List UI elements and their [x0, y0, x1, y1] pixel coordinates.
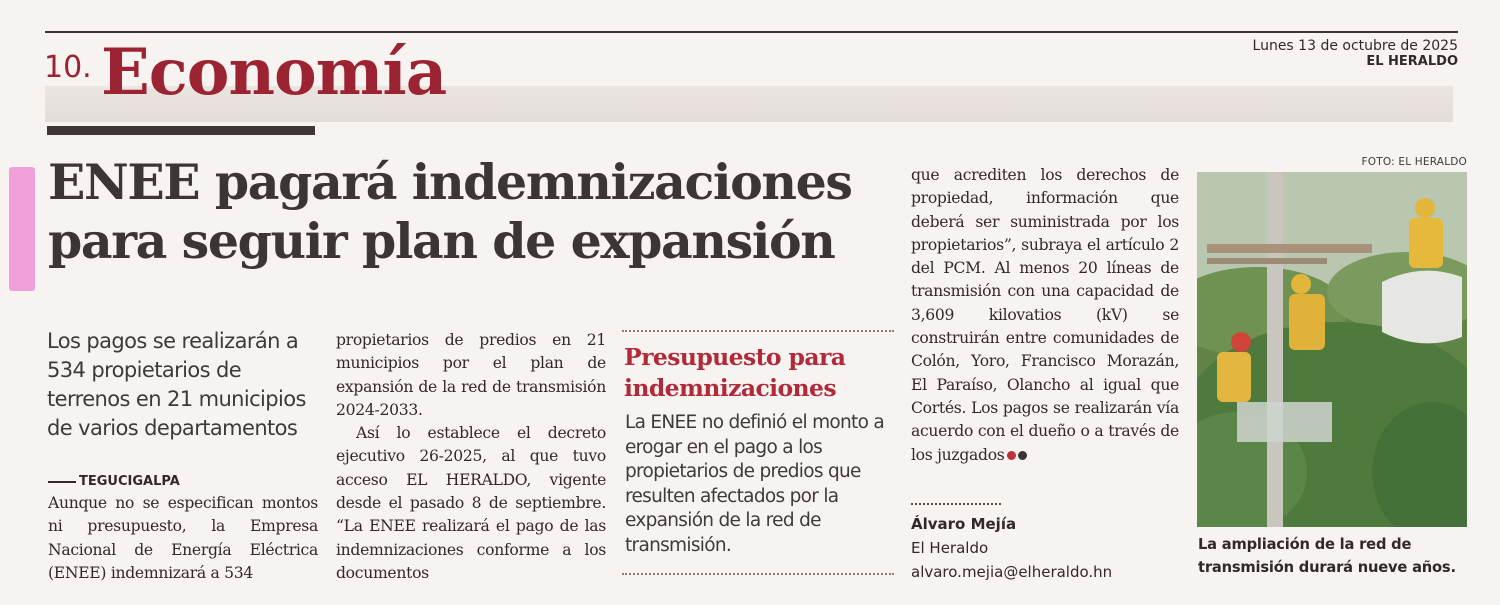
article-subhead: Los pagos se realizarán a 534 propietarios de terrenos en 21 municipios de varios departamentos [47, 329, 306, 440]
publication-name: EL HERALDO [1366, 54, 1458, 69]
body-paragraph: Aunque no se especifican montos ni presupuesto, la Empresa Nacional de Energía Eléctrica (ENEE) indemnizará a 534 [48, 494, 318, 582]
location-label: TEGUCIGALPA [79, 474, 180, 489]
section-rule [47, 126, 315, 135]
sidebar-title: Presupuesto para indemnizaciones [624, 343, 846, 402]
end-dot-red [1007, 451, 1016, 460]
photo-caption: La ampliación de la red de transmisión durará nueve años. [1198, 536, 1456, 576]
headline-line-2: para seguir plan de expansión [48, 212, 835, 270]
headline-line-1: ENEE pagará indemnizaciones [48, 153, 852, 211]
body-column-1 [48, 492, 318, 585]
author-block [911, 512, 1112, 584]
location-tag [48, 474, 180, 489]
author-email: alvaro.mejia@elheraldo.hn [911, 563, 1113, 581]
author-name: Álvaro Mejía [911, 515, 1017, 533]
body-paragraph: propietarios de predios en 21 municipios por el plan de expansión de la red de transmisión 2024-2033. [336, 331, 606, 419]
body-paragraph [911, 164, 1179, 467]
sidebar-top-rule [622, 330, 894, 332]
photo-illustration [1197, 172, 1467, 527]
top-rule [45, 31, 1458, 33]
article-photo [1197, 172, 1467, 527]
issue-date: Lunes 13 de octubre de 2025 [1252, 38, 1458, 54]
end-of-article-icon [1007, 451, 1027, 460]
photo-credit: FOTO: EL HERALDO [1361, 156, 1467, 168]
author-rule [911, 503, 1001, 505]
body-paragraph: Así lo establece el decreto ejecutivo 26-2025, al que tuvo acceso EL HERALDO, vigente desde el pasado 8 de septiembre. “La ENEE realizará el pago de las indemnizaciones conforme a los documentos [336, 424, 606, 582]
body-text: que acrediten los derechos de propiedad, información que deberá ser suministrada por los propietarios”, subraya el artículo 2 del PCM. Al menos 20 líneas de transmisión con una capacidad de 3,609 kilovatios (kV) se construirán entre comunidades de Colón, Yoro, Francisco Morazán, El Paraíso, Olancho al igual que Cortés. Los pagos se realizarán vía acuerdo con el dueño o a través de los juzgados [911, 166, 1179, 464]
body-column-3 [911, 164, 1179, 467]
end-dot-dark [1018, 451, 1027, 460]
highlighter-mark [9, 167, 35, 291]
dateline [1253, 38, 1458, 70]
sidebar-bottom-rule [622, 573, 894, 575]
body-column-2 [336, 329, 606, 585]
location-dash [48, 481, 76, 483]
author-outlet: El Heraldo [911, 539, 989, 557]
section-title: Economía [101, 35, 447, 110]
sidebar-text: La ENEE no definió el monto a erogar en el pago a los propietarios de predios que resulten afectados por la expansión de la red de transmisión. [625, 412, 885, 556]
article-headline [48, 153, 898, 271]
page-number: 10. [44, 50, 92, 85]
